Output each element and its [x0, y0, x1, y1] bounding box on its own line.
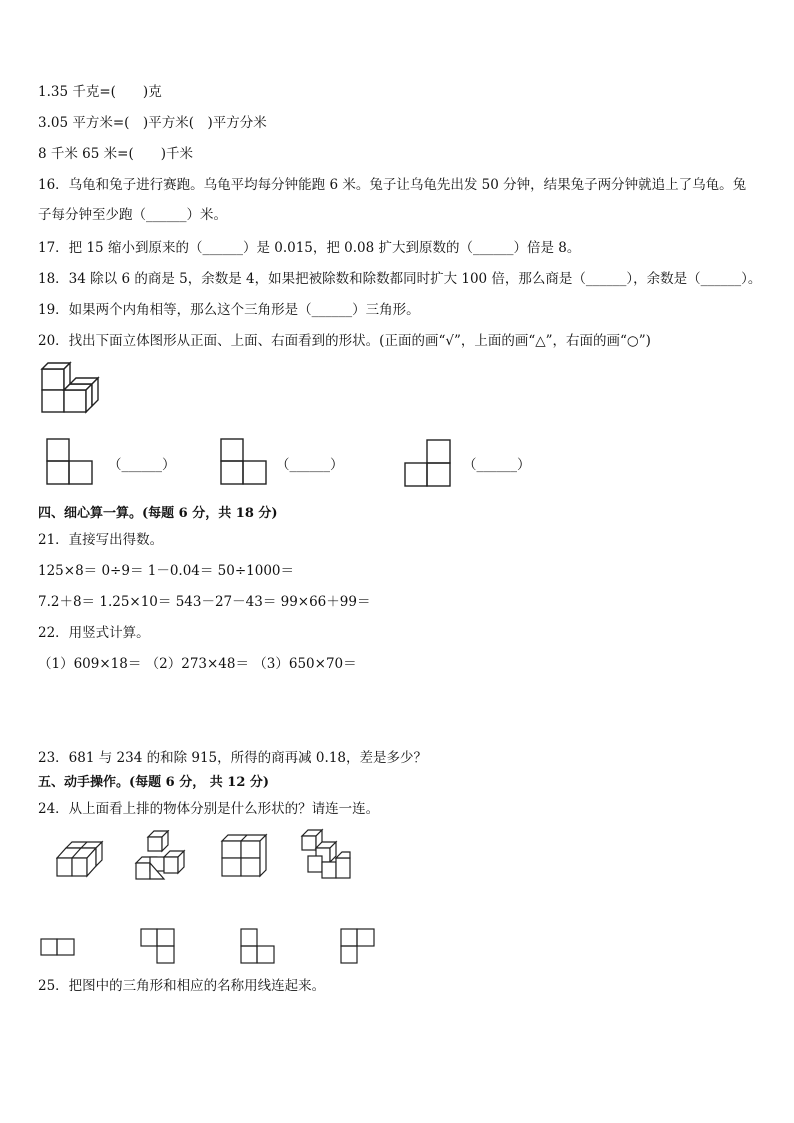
q20-answer-blank-2[interactable]: （______） [276, 457, 344, 473]
question-18: 18．34 除以 6 的商是 5，余数是 4，如果把被除数和除数都同时扩大 100 倍，那么商是（______），余数是（______）。 [38, 271, 762, 287]
section-4-heading: 四、细心算一算。(每题 6 分，共 18 分) [38, 506, 278, 521]
q24-view-1 [40, 938, 76, 956]
q24-view-2 [140, 928, 178, 966]
question-19: 19．如果两个内角相等，那么这个三角形是（______）三角形。 [38, 302, 420, 318]
question-17: 17．把 15 缩小到原来的（______）是 0.015，把 0.08 扩大到原数的（______）倍是 8。 [38, 240, 581, 256]
q20-solid-figure [40, 360, 102, 414]
question-20: 20．找出下面立体图形从正面、上面、右面看到的形状。(正面的画“√”，上面的画“△”，右面的画“○”) [38, 333, 651, 349]
q22-items: （1）609×18＝ （2）273×48＝ （3）650×70＝ [38, 656, 357, 672]
q21-row-1: 125×8＝ 0÷9＝ 1－0.04＝ 50÷1000＝ [38, 563, 295, 579]
q24-view-3 [240, 928, 278, 966]
q24-solid-4 [298, 828, 354, 880]
q24-view-4 [340, 928, 378, 966]
q20-view-option-3 [404, 438, 452, 488]
question-23: 23．681 与 234 的和除 915，所得的商再减 0.18，差是多少？ [38, 750, 427, 766]
q20-answer-blank-3[interactable]: （______） [463, 457, 531, 473]
section-5-heading: 五、动手操作。(每题 6 分， 共 12 分) [38, 775, 270, 790]
question-25: 25．把图中的三角形和相应的名称用线连起来。 [38, 978, 326, 994]
q20-view-option-2 [220, 438, 268, 486]
cube-stack-drawing [40, 360, 102, 414]
fill-line-2: 3.05 平方米=( )平方米( )平方分米 [38, 115, 267, 131]
q20-view-option-1 [46, 438, 94, 486]
q24-solid-1 [56, 840, 104, 880]
question-21: 21．直接写出得数。 [38, 532, 164, 548]
fill-line-3: 8 千米 65 米=( )千米 [38, 146, 193, 162]
q20-answer-blank-1[interactable]: （______） [108, 457, 176, 473]
q24-solid-2 [134, 830, 188, 882]
q24-solid-3 [220, 833, 270, 879]
fill-line-1: 1.35 千克=( )克 [38, 84, 162, 100]
question-16: 16．乌龟和兔子进行赛跑。乌龟平均每分钟能跑 6 米。兔子让乌龟先出发 50 分钟，结果兔子两分钟就追上了乌龟。兔子每分钟至少跑（______）米。 [38, 177, 747, 223]
q21-row-2: 7.2＋8＝ 1.25×10＝ 543－27－43＝ 99×66＋99＝ [38, 594, 371, 610]
question-22: 22．用竖式计算。 [38, 625, 150, 641]
question-24: 24．从上面看上排的物体分别是什么形状的？请连一连。 [38, 801, 380, 817]
